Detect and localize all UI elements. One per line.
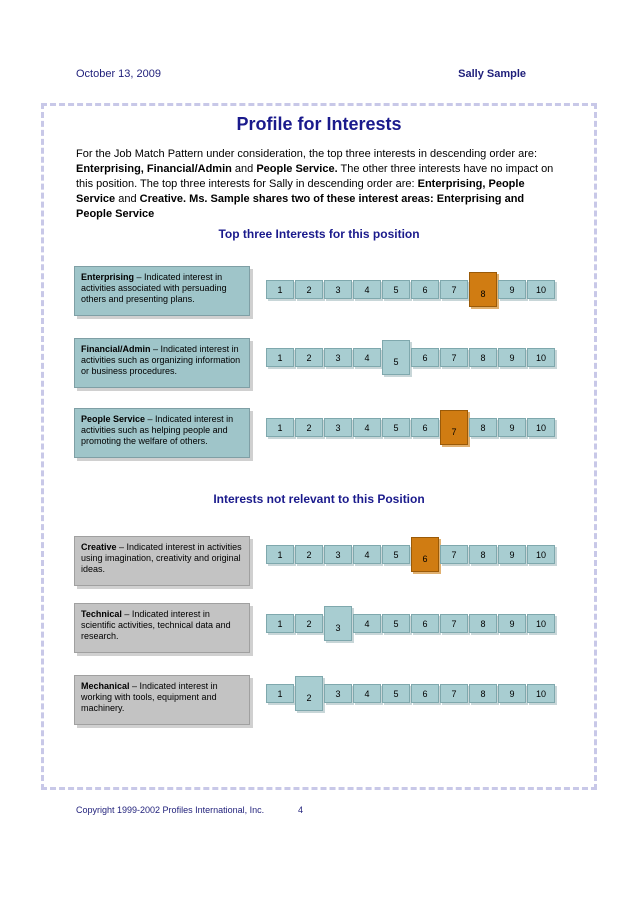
scale-cell-4: 4 [353,348,381,367]
section-heading-not-relevant: Interests not relevant to this Position [213,492,425,506]
scale-cell-2: 2 [295,418,323,437]
intro-text-3: The other three interests have no impact on this position. The top three interests for Sally in descending order are: [76,163,554,190]
scale-cell-5: 5 [382,418,410,437]
interest-desc: – Indicated interest in scientific activities, technical data and research. [81,609,231,641]
scale-cell-2: 2 [295,545,323,564]
scale-cell-8: 8 [469,418,497,437]
scale-cell-9: 9 [498,348,526,367]
interest-desc: – Indicated interest in activities such as helping people and promoting the welfare of others. [81,414,234,446]
scale-cell-6: 6 [411,614,439,633]
scale-cell-9: 9 [498,614,526,633]
scale-cell-1: 1 [266,348,294,367]
scale-cell-selected: 6 [411,537,439,572]
interest-scale [266,348,558,369]
scale-cell-8: 8 [469,684,497,703]
scale-cell-10: 10 [527,684,555,703]
interest-box-technical [74,603,250,653]
intro-paragraph [76,147,556,222]
scale-cell-7: 7 [440,348,468,367]
scale-cell-4: 4 [353,545,381,564]
scale-cell-7: 7 [440,545,468,564]
scale-cell-2: 2 [295,614,323,633]
scale-cell-selected: 3 [324,606,352,641]
scale-cell-4: 4 [353,684,381,703]
intro-bold-1: Enterprising, Financial/Admin [76,163,232,175]
intro-bold-2: People Service. [256,163,338,175]
scale-cell-4: 4 [353,418,381,437]
scale-cell-3: 3 [324,684,352,703]
intro-text-2: and [231,163,257,175]
interest-desc: – Indicated interest in activities associated with persuading others and presenting plans. [81,272,227,304]
scale-cell-4: 4 [353,280,381,299]
interest-name: Enterprising [81,272,135,282]
scale-cell-9: 9 [498,684,526,703]
scale-cell-9: 9 [498,418,526,437]
scale-cell-5: 5 [382,280,410,299]
intro-bold-3: Enterprising, People Service [76,178,525,205]
interest-name: Technical [81,609,122,619]
scale-cell-6: 6 [411,280,439,299]
header-name: Sally Sample [458,68,526,80]
scale-cell-7: 7 [440,280,468,299]
scale-cell-1: 1 [266,614,294,633]
interest-desc: – Indicated interest in activities using imagination, creativity and original ideas. [81,542,242,574]
scale-cell-7: 7 [440,684,468,703]
scale-cell-6: 6 [411,418,439,437]
scale-cell-selected: 7 [440,410,468,445]
scale-cell-6: 6 [411,348,439,367]
scale-cell-10: 10 [527,348,555,367]
footer-copyright: Copyright 1999-2002 Profiles International, Inc. [76,805,265,815]
scale-cell-3: 3 [324,418,352,437]
interest-desc: – Indicated interest in working with tools, equipment and machinery. [81,681,218,713]
section-heading-top: Top three Interests for this position [218,227,420,241]
scale-cell-3: 3 [324,280,352,299]
interest-name: Creative [81,542,117,552]
page-title: Profile for Interests [236,114,402,134]
scale-cell-2: 2 [295,280,323,299]
scale-cell-10: 10 [527,280,555,299]
scale-cell-3: 3 [324,348,352,367]
scale-cell-9: 9 [498,545,526,564]
interest-desc: – Indicated interest in activities such as organizing information or business procedures. [81,344,241,376]
scale-cell-1: 1 [266,418,294,437]
scale-cell-4: 4 [353,614,381,633]
scale-cell-1: 1 [266,684,294,703]
scale-cell-10: 10 [527,614,555,633]
scale-cell-6: 6 [411,684,439,703]
scale-cell-1: 1 [266,545,294,564]
scale-cell-2: 2 [295,348,323,367]
interest-box-people-service [74,408,250,458]
scale-cell-3: 3 [324,545,352,564]
scale-cell-9: 9 [498,280,526,299]
scale-cell-1: 1 [266,280,294,299]
scale-cell-selected: 8 [469,272,497,307]
interest-box-mechanical [74,675,250,725]
interest-scale [266,614,558,635]
intro-bold-4: Creative. Ms. Sample shares two of these interest areas: Enterprising and People Service [76,193,525,220]
header-date: October 13, 2009 [76,68,162,80]
scale-cell-8: 8 [469,545,497,564]
interest-box-creative [74,536,250,586]
interest-name: People Service [81,414,146,424]
interest-scale [266,418,558,439]
scale-cell-10: 10 [527,418,555,437]
interest-box-financial-admin [74,338,250,388]
scale-cell-selected: 5 [382,340,410,375]
scale-cell-5: 5 [382,545,410,564]
scale-cell-8: 8 [469,348,497,367]
intro-text-4: and [115,193,140,205]
scale-cell-7: 7 [440,614,468,633]
intro-text-1: For the Job Match Pattern under consideration, the top three interests in descending order are: [76,148,538,160]
interest-scale [266,280,558,301]
scale-cell-5: 5 [382,684,410,703]
interest-box-enterprising [74,266,250,316]
interest-name: Financial/Admin [81,344,151,354]
scale-cell-5: 5 [382,614,410,633]
interest-name: Mechanical [81,681,130,691]
interest-scale [266,684,558,705]
page-number: 4 [298,805,304,815]
scale-cell-selected: 2 [295,676,323,711]
scale-cell-10: 10 [527,545,555,564]
scale-cell-8: 8 [469,614,497,633]
interest-scale [266,545,558,566]
